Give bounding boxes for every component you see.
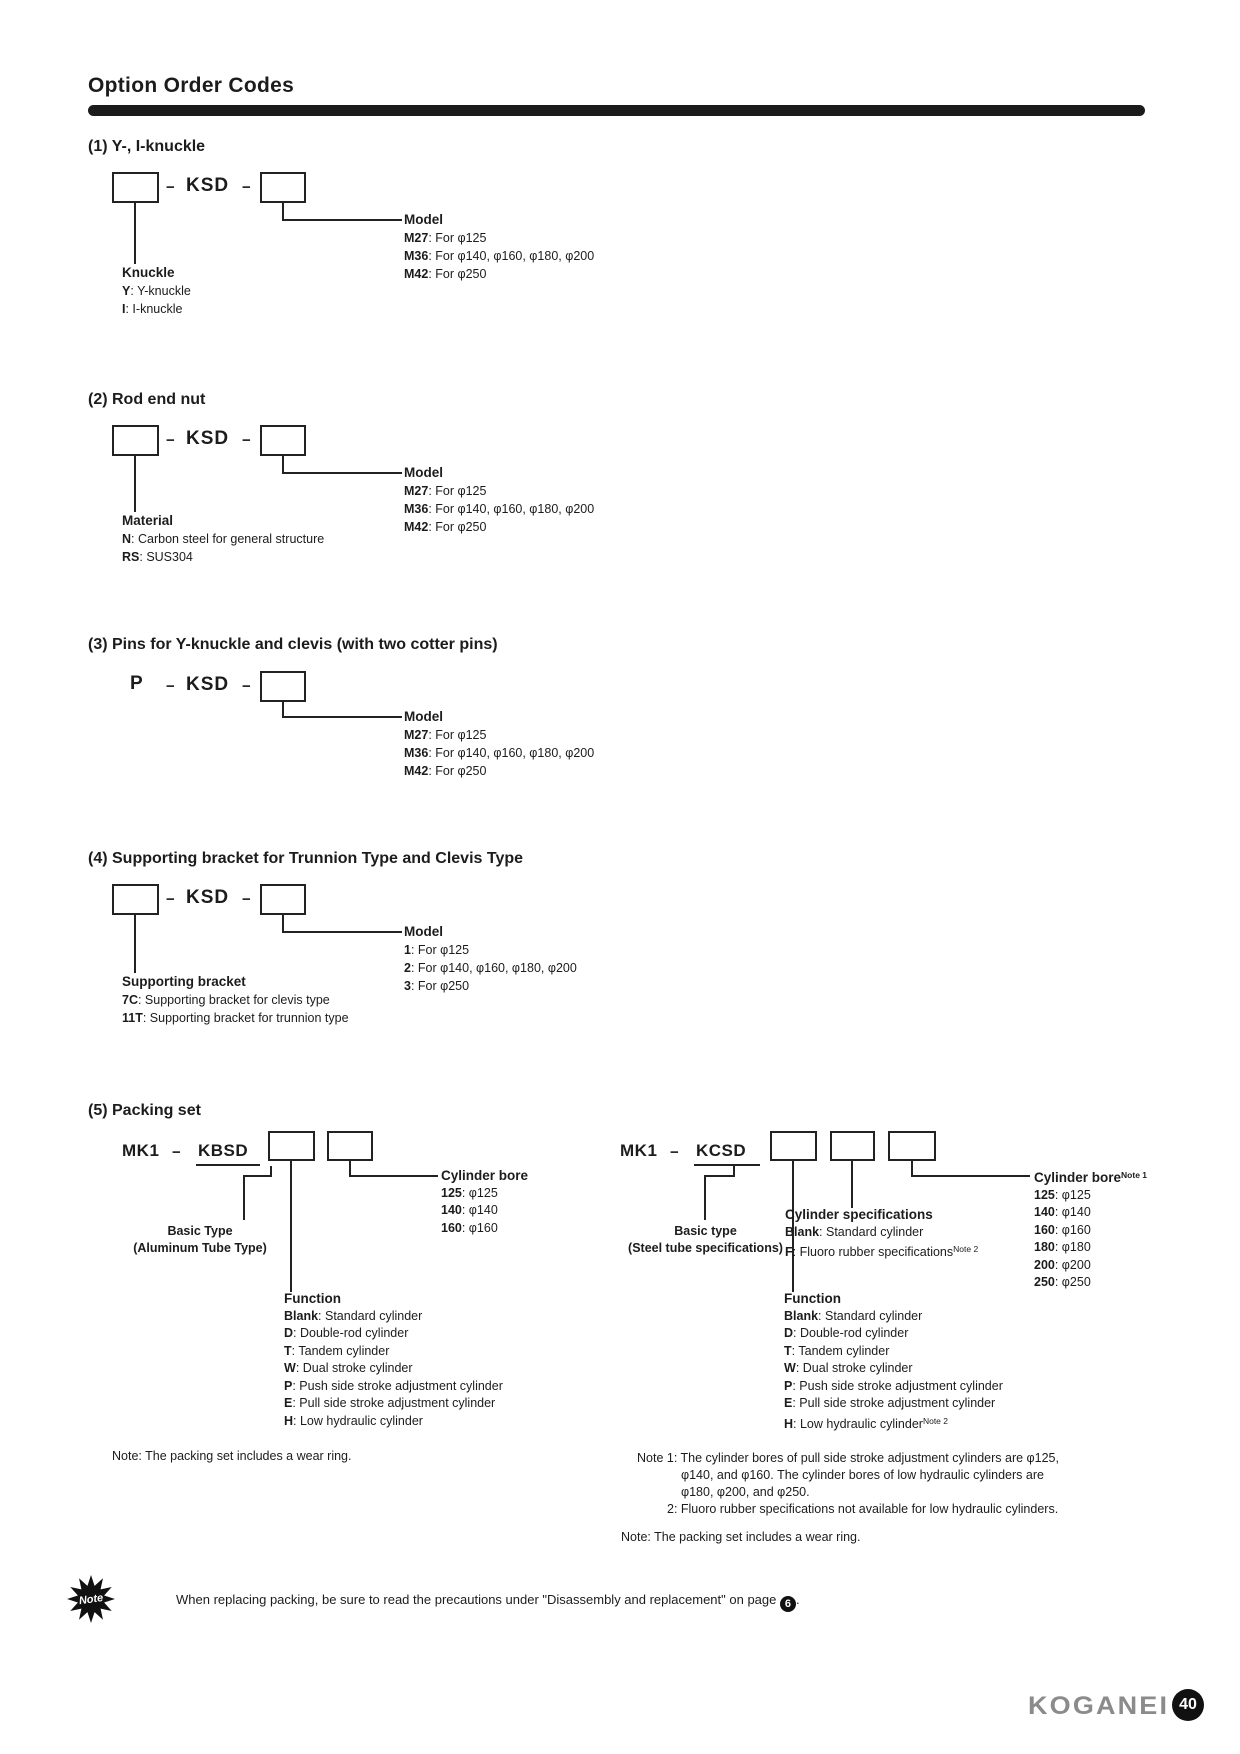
option-item: 140: φ140 bbox=[1034, 1205, 1091, 1219]
option-item: 180: φ180 bbox=[1034, 1240, 1091, 1254]
legend-items bbox=[784, 1308, 1003, 1434]
packing-note-right: Note: The packing set includes a wear ring. bbox=[621, 1530, 861, 1544]
model-code-box bbox=[260, 172, 306, 203]
caution-text bbox=[176, 1592, 800, 1612]
option-item: 160: φ160 bbox=[441, 1220, 498, 1235]
connector-line bbox=[134, 456, 136, 512]
note1-line2: φ140, and φ160. The cylinder bores of low hydraulic cylinders are bbox=[681, 1468, 1044, 1482]
page-ref-circle: 6 bbox=[780, 1596, 796, 1612]
note-icon-label: Note bbox=[78, 1592, 104, 1608]
legend-title-text: Cylinder bore bbox=[1034, 1170, 1122, 1185]
spec-code-box bbox=[830, 1131, 875, 1161]
function-code-box bbox=[268, 1131, 315, 1161]
packing-note-left: Note: The packing set includes a wear ring. bbox=[112, 1449, 352, 1463]
option-item: I: I-knuckle bbox=[122, 302, 183, 316]
connector-line bbox=[911, 1175, 1030, 1177]
bracket-legend bbox=[122, 973, 349, 1027]
legend-title: Material bbox=[122, 513, 174, 528]
section-heading: (3) Pins for Y-knuckle and clevis (with two cotter pins) bbox=[88, 636, 498, 653]
option-item: Y: Y-knuckle bbox=[122, 284, 191, 298]
model-legend bbox=[404, 464, 594, 536]
option-item: W: Dual stroke cylinder bbox=[784, 1361, 913, 1375]
series-code: KSD bbox=[186, 887, 230, 908]
function-legend bbox=[784, 1290, 1003, 1433]
option-item: 125: φ125 bbox=[441, 1185, 498, 1200]
legend-items bbox=[284, 1308, 503, 1431]
legend-items bbox=[441, 1185, 528, 1238]
note2-line: 2: Fluoro rubber specifications not available for low hydraulic cylinders. bbox=[667, 1502, 1059, 1516]
option-item: 11T: Supporting bracket for trunnion type bbox=[122, 1011, 349, 1025]
model-code-box bbox=[260, 671, 306, 702]
page-number-badge: 40 bbox=[1172, 1689, 1204, 1721]
dash: − bbox=[166, 678, 175, 695]
connector-line bbox=[243, 1175, 245, 1220]
option-item: T: Tandem cylinder bbox=[284, 1343, 390, 1358]
code-underline bbox=[196, 1164, 260, 1166]
legend-title: Supporting bracket bbox=[122, 974, 246, 989]
dash: − bbox=[166, 891, 175, 908]
dash: − bbox=[670, 1144, 679, 1161]
bore-code-box bbox=[327, 1131, 373, 1161]
option-item: N: Carbon steel for general structure bbox=[122, 532, 325, 546]
option-item: H: Low hydraulic cylinder$^{Note 2}$ bbox=[784, 1415, 948, 1431]
connector-line bbox=[282, 716, 402, 718]
legend-title bbox=[1034, 1167, 1147, 1187]
section-heading: (4) Supporting bracket for Trunnion Type and Clevis Type bbox=[88, 850, 524, 867]
connector-line bbox=[282, 472, 402, 474]
option-item: 7C: Supporting bracket for clevis type bbox=[122, 993, 330, 1007]
basic-type-line2: (Aluminum Tube Type) bbox=[133, 1241, 267, 1255]
basic-code: KCSD bbox=[696, 1141, 747, 1160]
basic-type-line1: Basic Type bbox=[167, 1224, 233, 1238]
dash: − bbox=[242, 432, 251, 449]
option-item: F: Fluoro rubber specifications$^{Note 2}$ bbox=[785, 1244, 979, 1259]
connector-line bbox=[349, 1175, 438, 1177]
legend-title: Function bbox=[784, 1291, 841, 1306]
dash: − bbox=[166, 432, 175, 449]
legend-title: Function bbox=[284, 1291, 341, 1306]
model-legend bbox=[404, 708, 594, 780]
spec-legend bbox=[785, 1206, 978, 1262]
option-item: D: Double-rod cylinder bbox=[784, 1326, 909, 1340]
bore-legend bbox=[441, 1167, 528, 1237]
caution-text-before: When replacing packing, be sure to read the precautions under "Disassembly and replacement" on page bbox=[176, 1592, 780, 1607]
option-item: M27: For φ125 bbox=[404, 484, 487, 498]
option-item: 125: φ125 bbox=[1034, 1187, 1091, 1202]
bore-code-box bbox=[888, 1131, 936, 1161]
basic-type-line2: (Steel tube specifications) bbox=[628, 1241, 783, 1255]
model-code-box bbox=[260, 884, 306, 915]
legend-title: Cylinder bore bbox=[441, 1168, 529, 1183]
option-item: M42: For φ250 bbox=[404, 267, 487, 281]
note1-line1: Note 1: The cylinder bores of pull side stroke adjustment cylinders are φ125, bbox=[637, 1451, 1059, 1465]
legend-title: Cylinder specifications bbox=[785, 1207, 933, 1222]
option-item: 1: For φ125 bbox=[404, 943, 470, 957]
model-code-box bbox=[260, 425, 306, 456]
section-heading: (1) Y-, I-knuckle bbox=[88, 138, 206, 155]
legend-items bbox=[785, 1224, 978, 1262]
section-heading: (2) Rod end nut bbox=[88, 391, 206, 408]
note1-line3: φ180, φ200, and φ250. bbox=[681, 1485, 810, 1499]
dash: − bbox=[172, 1144, 181, 1161]
option-item: 3: For φ250 bbox=[404, 979, 470, 993]
legend-items bbox=[404, 229, 594, 283]
option-item: E: Pull side stroke adjustment cylinder bbox=[284, 1396, 496, 1410]
option-item: W: Dual stroke cylinder bbox=[284, 1361, 413, 1375]
legend-items bbox=[404, 941, 577, 995]
connector-line bbox=[282, 219, 402, 221]
knuckle-code-box bbox=[112, 172, 159, 203]
legend-items bbox=[122, 282, 191, 318]
model-legend bbox=[404, 211, 594, 283]
dash: − bbox=[166, 179, 175, 196]
connector-line bbox=[704, 1175, 706, 1220]
function-code-box bbox=[770, 1131, 817, 1161]
legend-title: Model bbox=[404, 465, 443, 480]
dash: − bbox=[242, 891, 251, 908]
material-legend bbox=[122, 512, 324, 566]
basic-prefix: MK1 bbox=[122, 1141, 160, 1160]
option-item: 200: φ200 bbox=[1034, 1257, 1091, 1272]
bore-legend bbox=[1034, 1167, 1147, 1292]
legend-title: Model bbox=[404, 709, 443, 724]
legend-items bbox=[404, 482, 594, 536]
connector-line bbox=[704, 1175, 735, 1177]
option-item: 2: For φ140, φ160, φ180, φ200 bbox=[404, 961, 577, 975]
option-item: 160: φ160 bbox=[1034, 1222, 1091, 1237]
basic-type-line1: Basic type bbox=[674, 1224, 737, 1238]
page-title: Option Order Codes bbox=[88, 74, 295, 97]
option-item: P: Push side stroke adjustment cylinder bbox=[284, 1378, 503, 1393]
title-rule bbox=[88, 105, 1145, 116]
connector-line bbox=[134, 915, 136, 973]
connector-line bbox=[290, 1161, 292, 1292]
dash: − bbox=[242, 678, 251, 695]
option-item: Blank: Standard cylinder bbox=[785, 1224, 924, 1239]
code-underline bbox=[694, 1164, 760, 1166]
option-item: RS: SUS304 bbox=[122, 550, 193, 564]
legend-items bbox=[122, 530, 324, 566]
option-item: Blank: Standard cylinder bbox=[284, 1308, 423, 1323]
dash: − bbox=[242, 179, 251, 196]
option-item: M42: For φ250 bbox=[404, 764, 487, 778]
koganei-logo: KOGANEI bbox=[1028, 1692, 1170, 1720]
legend-title: Model bbox=[404, 924, 443, 939]
option-item: D: Double-rod cylinder bbox=[284, 1326, 409, 1340]
material-code-box bbox=[112, 425, 159, 456]
option-item: M27: For φ125 bbox=[404, 231, 487, 245]
connector-line bbox=[282, 931, 402, 933]
basic-type-label bbox=[608, 1223, 803, 1257]
basic-code: KBSD bbox=[198, 1141, 249, 1160]
connector-line bbox=[134, 203, 136, 264]
series-code: KSD bbox=[186, 175, 230, 196]
legend-items bbox=[404, 726, 594, 780]
legend-items bbox=[122, 991, 349, 1027]
option-item: M36: For φ140, φ160, φ180, φ200 bbox=[404, 502, 595, 516]
option-item: Blank: Standard cylinder bbox=[784, 1308, 923, 1323]
note-starburst-icon bbox=[66, 1574, 116, 1624]
series-code: KSD bbox=[186, 674, 230, 695]
starburst-svg bbox=[66, 1574, 116, 1624]
legend-title: Knuckle bbox=[122, 265, 175, 280]
basic-type-label bbox=[105, 1223, 295, 1257]
basic-prefix: MK1 bbox=[620, 1141, 658, 1160]
connector-line bbox=[851, 1161, 853, 1208]
pin-prefix: P bbox=[130, 673, 144, 694]
option-item: M27: For φ125 bbox=[404, 728, 487, 742]
function-legend bbox=[284, 1290, 503, 1430]
option-item: H: Low hydraulic cylinder bbox=[284, 1413, 423, 1428]
connector-line bbox=[243, 1175, 272, 1177]
option-item: P: Push side stroke adjustment cylinder bbox=[784, 1378, 1003, 1393]
option-item: M42: For φ250 bbox=[404, 520, 487, 534]
legend-title-note-ref: Note 1 bbox=[1121, 1170, 1148, 1180]
legend-title: Model bbox=[404, 212, 443, 227]
option-item: M36: For φ140, φ160, φ180, φ200 bbox=[404, 249, 595, 263]
bracket-code-box bbox=[112, 884, 159, 915]
knuckle-legend bbox=[122, 264, 191, 318]
model-legend bbox=[404, 923, 577, 995]
section-heading: (5) Packing set bbox=[88, 1102, 201, 1119]
legend-items bbox=[1034, 1187, 1147, 1292]
option-item: M36: For φ140, φ160, φ180, φ200 bbox=[404, 746, 595, 760]
caution-text-after: . bbox=[795, 1592, 800, 1607]
option-item: E: Pull side stroke adjustment cylinder bbox=[784, 1396, 996, 1410]
option-item: 250: φ250 bbox=[1034, 1275, 1091, 1289]
option-item: 140: φ140 bbox=[441, 1203, 498, 1217]
series-code: KSD bbox=[186, 428, 230, 449]
option-item: T: Tandem cylinder bbox=[784, 1343, 890, 1358]
